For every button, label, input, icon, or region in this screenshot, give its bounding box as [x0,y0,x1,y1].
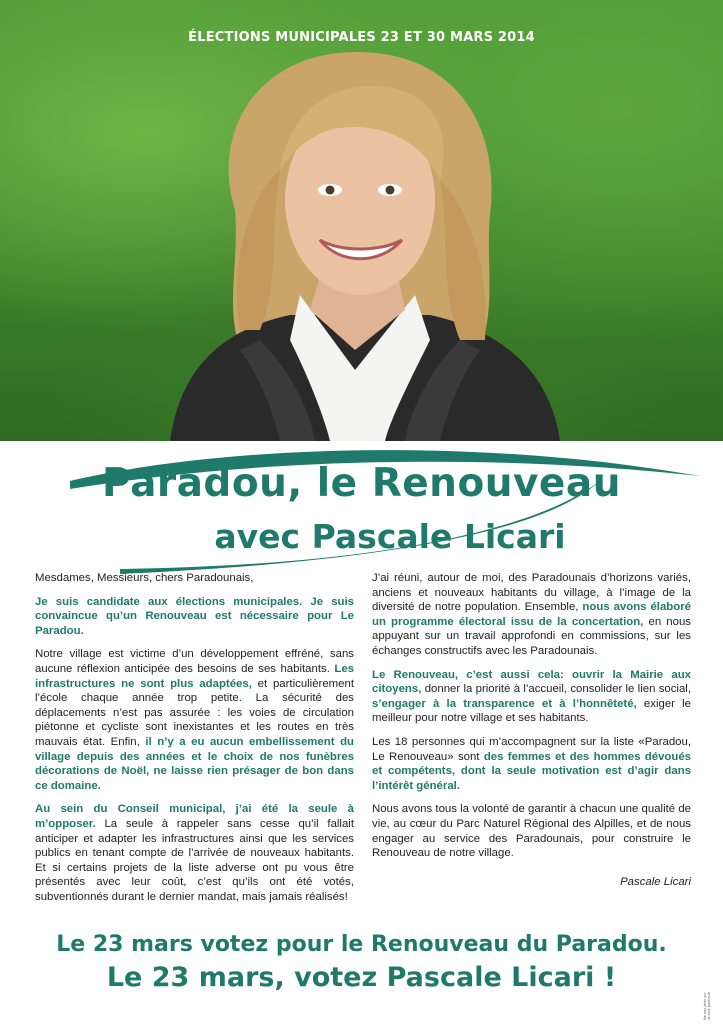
body-text: Les 18 personnes qui m’accompagnent sur la liste «Paradou, Le Renouveau» sont [372,735,691,763]
paragraph [372,802,691,860]
body-text: J’ai réuni, autour de moi, des Paradounais d’horizons variés, anciens et nouveaux habitants du village, à l’image de la diversité de notre population. Ensemble, [372,572,691,614]
paragraph [372,735,691,793]
body-text: Notre village est victime d’un développement effréné, sans aucune réflexion anticipée des besoins de ses habitants. [35,648,354,675]
paragraph [372,571,691,659]
highlight-text: nous avons élaboré un programme électoral issu de la concertation, [372,601,691,628]
body-text: et particulièrement l’école chaque année trop petite. La sécurité des déplacements n’est pas assurée : les voies de circulation piétonne et cycliste sont inexistantes et les routes en très mauvais état. Enfin, [35,677,354,748]
highlight-text: il n’y a eu aucun embellissement du village depuis des années et le choix de nos funèbres décorations de Noël, ne laisse rien présager de bon dans ce domaine. [35,735,354,792]
highlight-text: Au sein du Conseil municipal, j’ai été la seule à m’opposer. [35,803,354,830]
greeting: Mesdames, Messieurs, chers Paradounais, [35,572,254,584]
candidate-portrait [140,40,580,441]
highlight-text: Je suis candidate aux élections municipales. Je suis convaincue qu’un Renouveau est nécessaire pour Le Paradou. [35,595,354,637]
body-text: exiger le meilleur pour notre village et ses habitants. [372,697,692,725]
body-text: Nous avons tous la volonté de garantir à chacun une qualité de vie, au cœur du Parc Naturel Régional des Alpilles, et de nous engager au service des Paradounais, pour construire le Renouveau de notre village. [372,803,691,860]
highlight-text: Les infrastructures ne sont plus adaptées, [35,662,354,690]
paragraph [35,595,354,639]
right-column [372,571,691,889]
title-block [0,441,723,576]
body-text: en nous appuyant sur un travail approfondi en commissions, sur les échanges constructifs avec les Paradounais. [372,615,691,657]
signature: Pascale Licari [620,875,691,888]
paragraph [35,647,354,793]
paragraph [35,802,354,904]
page-title: Paradou, le Renouveau [102,461,621,506]
legal-notice: Ne pas jeter sur la voie publique [703,992,711,1020]
slogan-line-1: Le 23 mars votez pour le Renouveau du Paradou. [56,932,667,957]
candidate-photo [0,0,723,441]
slogan-line-2: Le 23 mars, votez Pascale Licari ! [106,962,617,993]
paragraph [372,668,691,726]
body-text: La seule à rappeler sans cesse qu’il fallait anticiper et adapter les infrastructures ainsi que les services publics en tenant compte de l’arrivée de nouveaux habitants. Et si certains projets de la liste adverse ont pu vous être présentés avec leur coût, c’est qu’ils ont été votés, subventionnés durant le dernier mandat, mais jamais réalisés! [35,817,354,903]
body-text: donner la priorité à l’accueil, consolider le lien social, [424,683,691,696]
highlight-text: s’engager à la transparence et à l’honnêteté, [372,697,637,710]
left-column [35,571,354,913]
page-subtitle: avec Pascale Licari [214,517,566,556]
highlight-text: des femmes et des hommes dévoués et compétents, dont la seule motivation est d’agir dans l’intérêt général. [372,750,691,792]
election-date-line: ÉLECTIONS MUNICIPALES 23 ET 30 MARS 2014 [188,30,535,45]
highlight-text: Le Renouveau, c’est aussi cela: ouvrir la Mairie aux citoyens, [372,668,691,696]
